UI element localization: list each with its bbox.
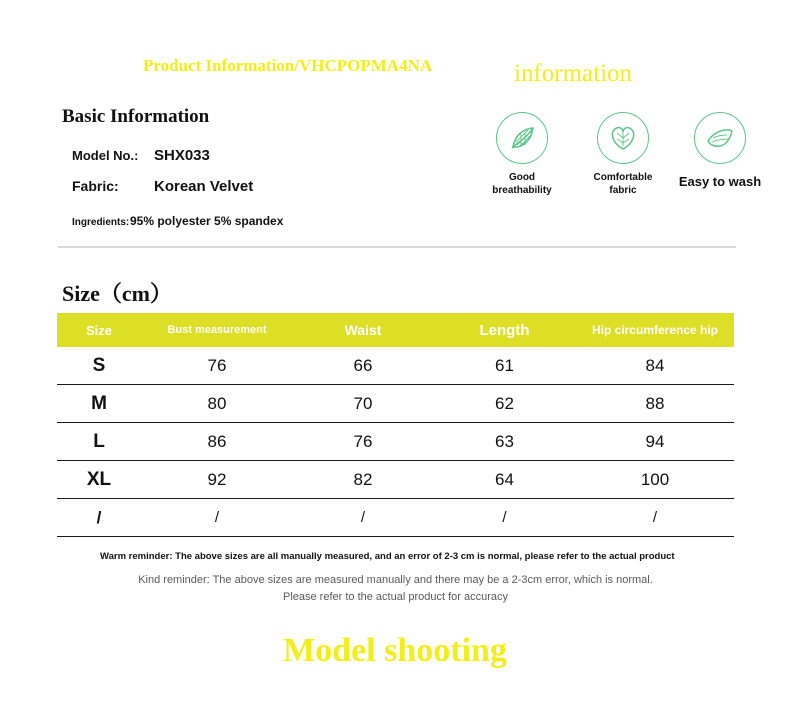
- cell-bust: /: [141, 499, 293, 537]
- cell-bust: 86: [141, 423, 293, 461]
- table-header-length: Length: [433, 313, 576, 347]
- page-header: [0, 26, 790, 87]
- cell-size: XL: [57, 461, 141, 499]
- section-divider: [58, 246, 736, 248]
- cell-length: /: [433, 499, 576, 537]
- table-row: [57, 499, 734, 537]
- spec-row-model: [72, 147, 210, 164]
- easy-wash-icon: [694, 112, 746, 164]
- cell-hip: 88: [576, 385, 734, 423]
- cell-hip: 84: [576, 347, 734, 385]
- cell-hip: 94: [576, 423, 734, 461]
- cell-length: 62: [433, 385, 576, 423]
- feature-label-comfortable-fabric: Comfortable fabric: [593, 172, 653, 196]
- cell-waist: 76: [293, 423, 433, 461]
- spec-label-model: Model No.:: [72, 148, 139, 163]
- cell-length: 61: [433, 347, 576, 385]
- cell-waist: 70: [293, 385, 433, 423]
- cell-size: S: [57, 347, 141, 385]
- cell-bust: 76: [141, 347, 293, 385]
- warm-reminder: Warm reminder: The above sizes are all manually measured, and an error of 2-3 cm is normal, please refer to the actual product: [100, 551, 675, 562]
- page-subtitle: information: [514, 60, 633, 87]
- cell-bust: 92: [141, 461, 293, 499]
- cell-waist: 82: [293, 461, 433, 499]
- size-table: [57, 313, 734, 537]
- kind-reminder-line1: Kind reminder: The above sizes are measured manually and there may be a 2-3cm error, which is normal.: [138, 574, 653, 586]
- spec-row-fabric: [72, 178, 253, 195]
- spec-value-ingredients: 95% polyester 5% spandex: [130, 214, 284, 228]
- page-title: Product Information/VHCPOPMA4NA: [143, 56, 433, 75]
- cell-length: 64: [433, 461, 576, 499]
- spec-row-ingredients: [72, 212, 283, 230]
- feature-easy-to-wash: [672, 112, 768, 190]
- cell-length: 63: [433, 423, 576, 461]
- table-row: [57, 385, 734, 423]
- feature-good-breathability: [474, 112, 570, 197]
- table-row: [57, 461, 734, 499]
- kind-reminder-line2: Please refer to the actual product for accuracy: [282, 591, 508, 604]
- spec-label-fabric: Fabric:: [72, 178, 119, 194]
- cell-waist: /: [293, 499, 433, 537]
- basic-information-heading: Basic Information: [62, 106, 210, 127]
- table-header-size: Size: [57, 313, 141, 347]
- model-shooting-title: Model shooting: [283, 632, 507, 669]
- cell-bust: 80: [141, 385, 293, 423]
- cell-hip: 100: [576, 461, 734, 499]
- table-row: [57, 423, 734, 461]
- spec-label-ingredients: Ingredients:: [72, 217, 130, 228]
- feature-label-easy-to-wash: Easy to wash: [678, 174, 762, 189]
- size-section-heading: Size（cm）: [62, 281, 172, 306]
- kind-reminder: [57, 572, 734, 606]
- table-header-bust: Bust measurement: [141, 313, 293, 347]
- cell-size: M: [57, 385, 141, 423]
- cell-waist: 66: [293, 347, 433, 385]
- spec-value-model: SHX033: [154, 147, 210, 164]
- cell-hip: /: [576, 499, 734, 537]
- cell-size: L: [57, 423, 141, 461]
- table-row: [57, 347, 734, 385]
- table-header-row: [57, 313, 734, 347]
- cell-size: /: [57, 499, 141, 537]
- fabric-comfort-icon: [597, 112, 649, 164]
- breathability-icon: [496, 112, 548, 164]
- spec-value-fabric: Korean Velvet: [154, 178, 254, 195]
- feature-comfortable-fabric: [575, 112, 671, 197]
- table-header-hip: Hip circumference hip: [576, 313, 734, 347]
- feature-list: [474, 112, 764, 212]
- table-header-waist: Waist: [293, 313, 433, 347]
- feature-label-breathability: Good breathability: [492, 172, 552, 196]
